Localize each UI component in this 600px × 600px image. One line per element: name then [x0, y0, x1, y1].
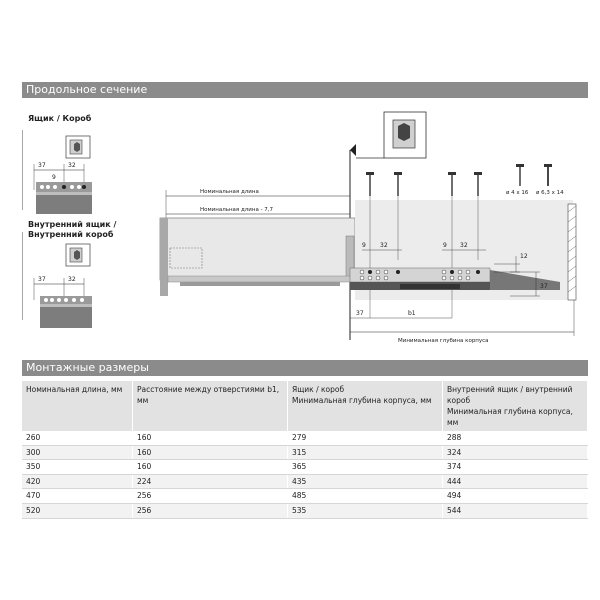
inner-drawer-label-line1: Внутренний ящик / — [28, 220, 117, 229]
cell-nominal-length: 420 — [22, 474, 133, 489]
cell-hole-spacing: 160 — [133, 460, 288, 475]
header-nominal-length: Номинальная длина, мм — [22, 381, 133, 431]
mounting-dimensions-table — [22, 381, 588, 519]
header-drawer-box: Ящик / короб Минимальная глубина корпуса, мм — [288, 381, 443, 431]
table-row — [22, 431, 588, 445]
cabinet-icon-small — [66, 136, 90, 158]
dim-12: 12 — [520, 253, 528, 260]
cell-nominal-length: 520 — [22, 503, 133, 518]
cell-nominal-length: 350 — [22, 460, 133, 475]
cell-nominal-length: 470 — [22, 489, 133, 504]
cell-min-depth-box: 485 — [288, 489, 443, 504]
cell-min-depth-box: 435 — [288, 474, 443, 489]
dim-32-right: 32 — [460, 242, 468, 249]
nominal-length-minus-label: Номинальная длина - 7,7 — [200, 207, 274, 213]
dim-9-right: 9 — [443, 242, 447, 249]
cell-hole-spacing: 256 — [133, 489, 288, 504]
dim-32-top: 32 — [68, 162, 76, 169]
left-panel-diagrams — [22, 120, 112, 330]
dim-37-vertical: 37 — [540, 283, 548, 290]
screw-icon-2 — [394, 172, 402, 196]
table-row — [22, 503, 588, 518]
longitudinal-section-drawing — [150, 100, 588, 350]
cell-nominal-length: 300 — [22, 445, 133, 460]
inner-drawer-label-line2: Внутренний короб — [28, 230, 114, 239]
table-header-row — [22, 381, 588, 431]
screw-legend — [516, 164, 552, 186]
section-header-longitudinal — [22, 82, 588, 98]
dim-32-bottom: 32 — [68, 276, 76, 283]
dim-b1: b1 — [408, 310, 416, 317]
dim-37-top: 37 — [38, 162, 46, 169]
cell-min-depth-inner: 324 — [443, 445, 588, 460]
cell-min-depth-box: 535 — [288, 503, 443, 518]
drawer-box-label: Ящик / Короб — [28, 114, 92, 123]
dim-32-left: 32 — [380, 242, 388, 249]
cell-min-depth-box: 279 — [288, 431, 443, 445]
cell-min-depth-inner: 374 — [443, 460, 588, 475]
screw-icon-1 — [366, 172, 374, 196]
table-row — [22, 489, 588, 504]
dim-9-left: 9 — [362, 242, 366, 249]
cell-min-depth-inner: 288 — [443, 431, 588, 445]
cell-min-depth-inner: 494 — [443, 489, 588, 504]
cell-hole-spacing: 256 — [133, 503, 288, 518]
dim-9-top: 9 — [52, 174, 56, 181]
cell-hole-spacing: 224 — [133, 474, 288, 489]
cell-hole-spacing: 160 — [133, 431, 288, 445]
screw-size-2: ø 6,3 x 14 — [536, 190, 564, 196]
cell-min-depth-box: 315 — [288, 445, 443, 460]
table-row — [22, 474, 588, 489]
cabinet-icon — [384, 112, 426, 158]
section-header-mounting — [22, 360, 588, 376]
screw-icon-3 — [448, 172, 456, 196]
cell-hole-spacing: 160 — [133, 445, 288, 460]
table-row — [22, 445, 588, 460]
min-cabinet-depth-label: Минимальная глубина корпуса — [398, 338, 489, 344]
nominal-length-label: Номинальная длина — [200, 189, 259, 195]
screw-size-1: ø 4 x 16 — [506, 190, 529, 196]
header-hole-spacing: Расстояние между отверстиями b1, мм — [133, 381, 288, 431]
table-row — [22, 460, 588, 475]
screw-icon-4 — [474, 172, 482, 196]
dim-37-bottom: 37 — [356, 310, 364, 317]
header-inner-drawer: Внутренний ящик / внутренний короб Минимальная глубина корпуса, мм — [443, 381, 588, 431]
cell-min-depth-box: 365 — [288, 460, 443, 475]
cell-min-depth-inner: 544 — [443, 503, 588, 518]
cell-min-depth-inner: 444 — [443, 474, 588, 489]
cell-nominal-length: 260 — [22, 431, 133, 445]
cabinet-wall-hatch — [568, 204, 576, 300]
dim-37-bottom: 37 — [38, 276, 46, 283]
cabinet-icon-small-inner — [66, 244, 90, 266]
section-title-longitudinal: Продольное сечение — [26, 83, 148, 96]
section-title-mounting: Монтажные размеры — [26, 361, 149, 374]
